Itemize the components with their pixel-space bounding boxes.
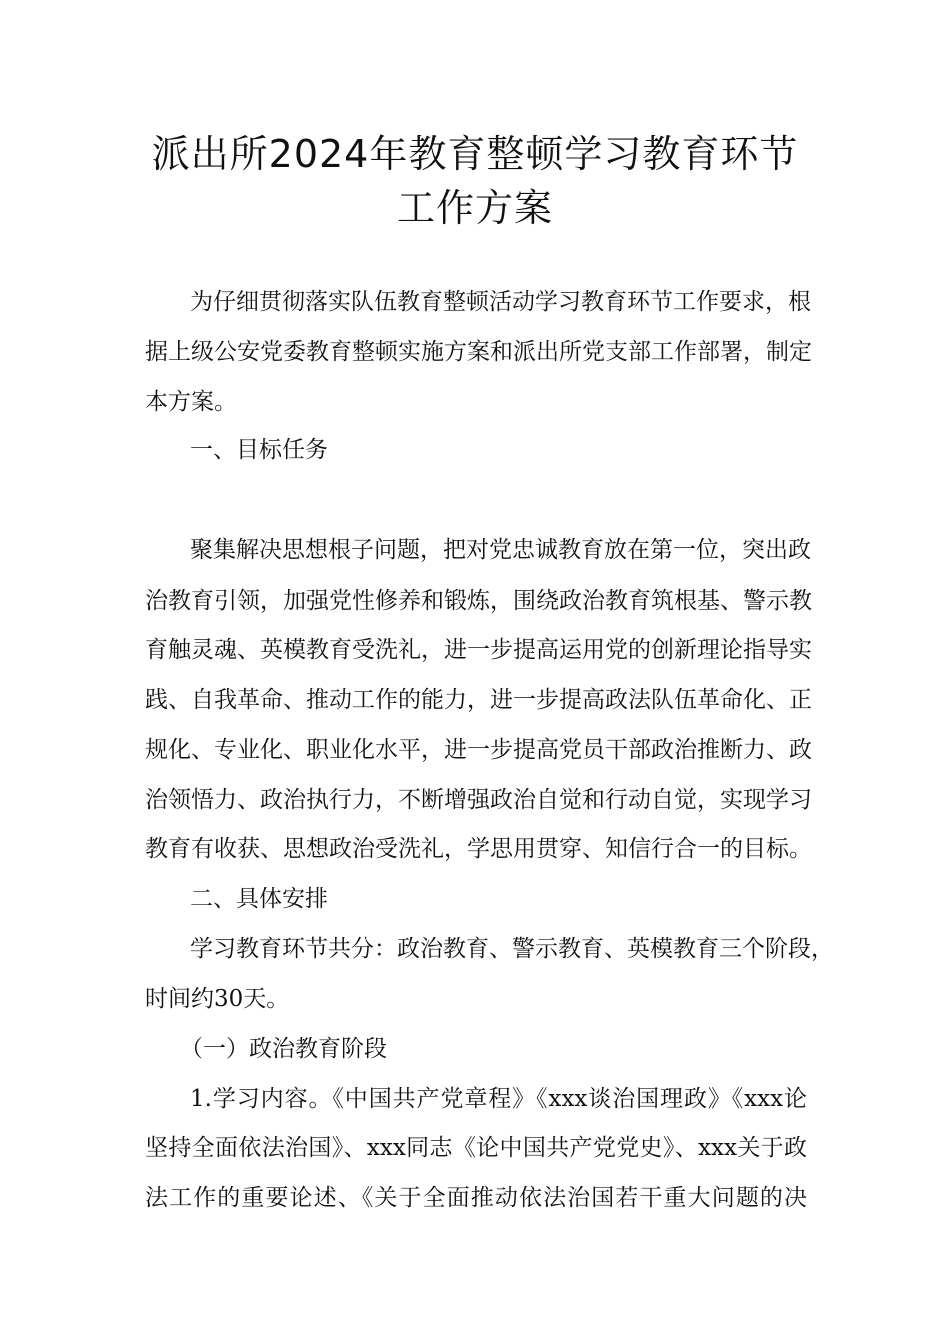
subsection-heading: （一）政治教育阶段	[180, 1036, 387, 1062]
paragraph-line: 法工作的重要论述、《关于全面推动依法治国若干重大问题的决	[145, 1185, 807, 1211]
document-title-line-1: 派出所2024年教育整顿学习教育环节	[151, 132, 799, 176]
paragraph-line: 育触灵魂、英模教育受洗礼，进一步提高运用党的创新理论指导实	[145, 637, 812, 663]
paragraph-line: 规化、专业化、职业化水平，进一步提高党员干部政治推断力、政	[145, 737, 812, 763]
paragraph-line: 学习教育环节共分：政治教育、警示教育、英模教育三个阶段，	[190, 936, 834, 962]
paragraph-line: 治教育引领，加强党性修养和锻炼，围绕政治教育筑根基、警示教	[145, 588, 812, 614]
paragraph-line: 聚集解决思想根子问题，把对党忠诚教育放在第一位，突出政	[190, 537, 811, 563]
paragraph-line: 践、自我革命、推动工作的能力，进一步提高政法队伍革命化、正	[145, 687, 812, 713]
intro-line: 为仔细贯彻落实队伍教育整顿活动学习教育环节工作要求，根	[190, 289, 811, 315]
paragraph-line: 1.学习内容。《中国共产党章程》《xxx谈治国理政》《xxx论	[190, 1086, 807, 1112]
section-heading: 二、具体安排	[190, 886, 328, 912]
document-title-line-2: 工作方案	[396, 186, 553, 230]
section-heading: 一、目标任务	[190, 437, 328, 463]
paragraph-line: 教育有收获、思想政治受洗礼，学思用贯穿、知信行合一的目标。	[145, 836, 812, 862]
paragraph-line: 治领悟力、政治执行力，不断增强政治自觉和行动自觉，实现学习	[145, 787, 812, 813]
paragraph-line: 时间约30天。	[145, 986, 290, 1012]
paragraph-line: 坚持全面依法治国》、xxx同志《论中国共产党党史》、xxx关于政	[145, 1135, 807, 1161]
intro-line: 本方案。	[145, 389, 237, 415]
intro-line: 据上级公安党委教育整顿实施方案和派出所党支部工作部署，制定	[145, 339, 812, 365]
